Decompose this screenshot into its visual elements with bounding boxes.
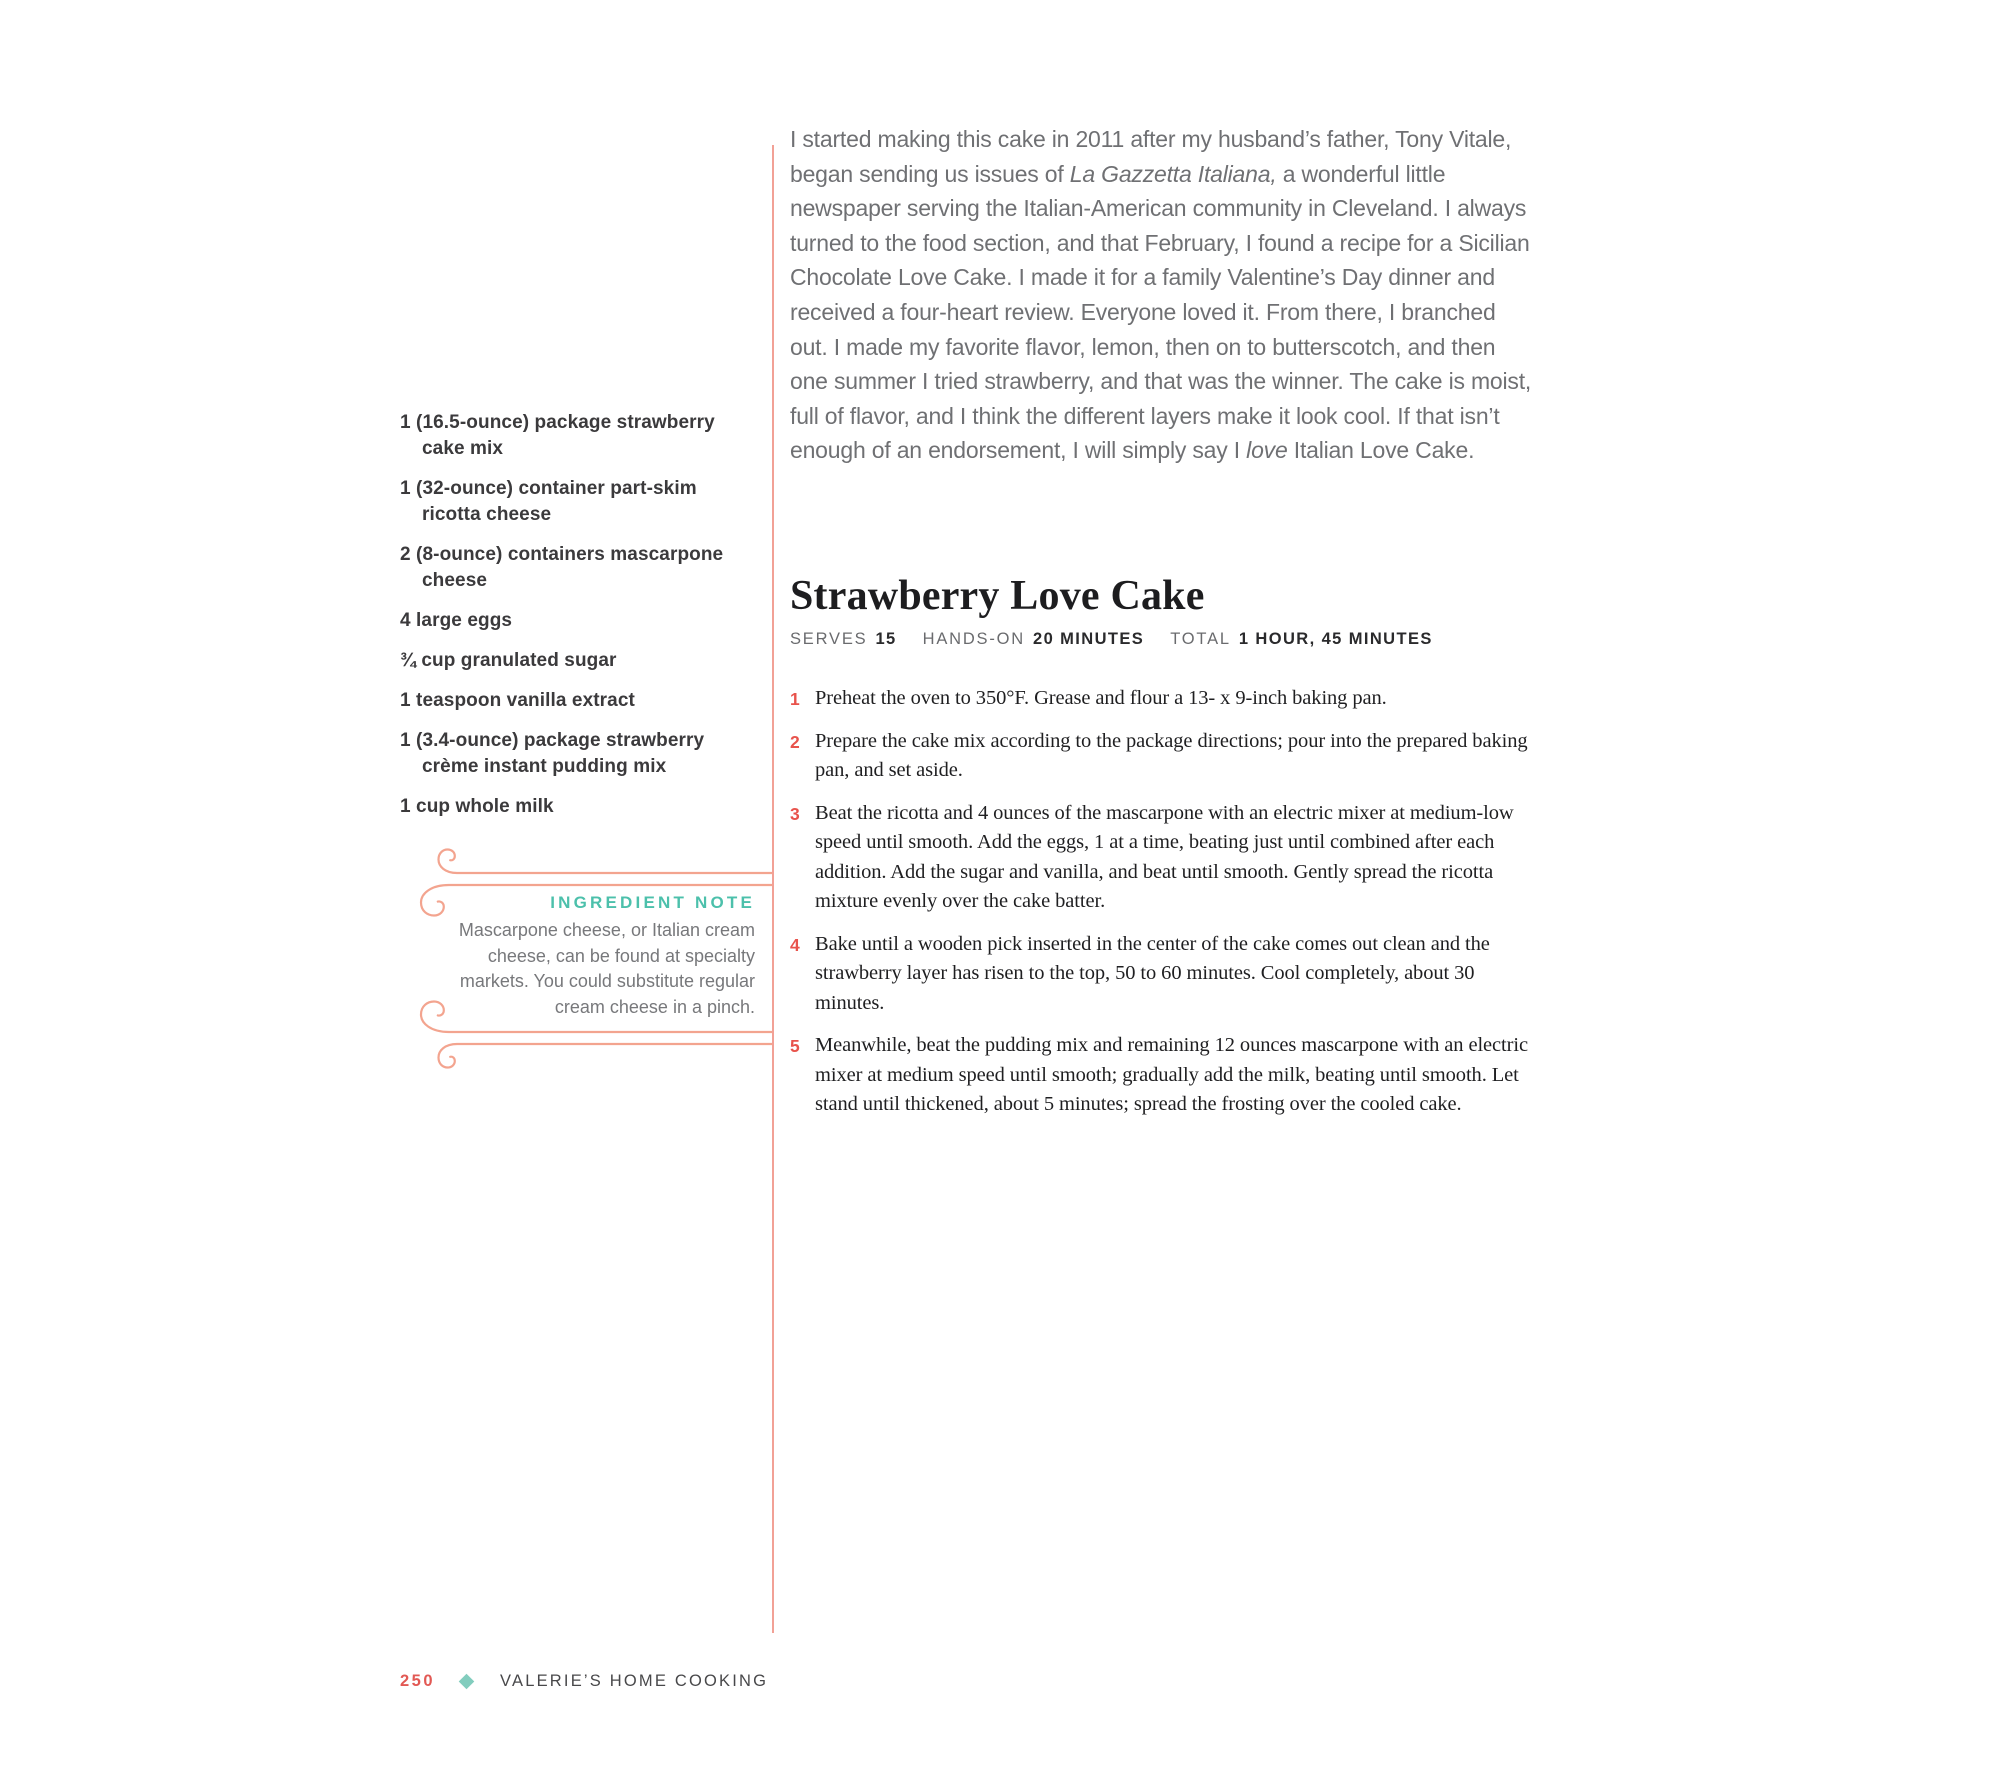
- ingredient-item: 4 large eggs: [400, 610, 513, 631]
- ingredient-item: 1 (16.5-ounce) package strawberry cake mix: [400, 412, 715, 459]
- meta-total-value: 1 HOUR, 45 MINUTES: [1238, 630, 1433, 648]
- ingredients-list: [400, 410, 756, 834]
- column-divider: [772, 145, 774, 1633]
- note-text: Mascarpone cheese, or Italian cream cheese, can be found at specialty markets. You could substitute regular cream cheese in a pinch.: [458, 920, 755, 1017]
- step-text: Meanwhile, beat the pudding mix and remaining 12 ounces mascarpone with an electric mixer at medium speed until smooth; gradually add the milk, beating until smooth. Let stand until thickened, about 5 minutes; spread the frosting over the cooled cake.: [815, 1034, 1528, 1115]
- flourish-scroll-icon: [400, 997, 773, 1071]
- recipe-steps: [790, 684, 1538, 1133]
- meta-hands-on-label: HANDS-ON: [922, 630, 1026, 648]
- step-number: 1: [790, 689, 800, 709]
- step-number: 5: [790, 1036, 800, 1056]
- recipe-meta: [790, 630, 1532, 649]
- page-number: 250: [400, 1672, 436, 1690]
- recipe-title: Strawberry Love Cake: [790, 573, 1205, 619]
- step-number: 2: [790, 731, 800, 752]
- intro-text: a wonderful little newspaper serving the Italian-American community in Cleveland. I always turned to the food section, and that February, I found a recipe for a Sicilian Chocolate Love Cake. I made it for a family Valentine’s Day dinner and received a four-heart review. Everyone loved it. From there, I branched out. I made my favorite flavor, lemon, then on to butterscotch, and then one summer I tried strawberry, and that was the winner. The cake is moist, full of flavor, and I think the different layers make it look cool. If that isn’t enough of an endorsement, I will simply say I: [790, 160, 1532, 464]
- step-text: Beat the ricotta and 4 ounces of the mascarpone with an electric mixer at medium-low speed until smooth. Add the eggs, 1 at a time, beating just until combined after each addition. Add the sugar and vanilla, and beat until smooth. Gently spread the ricotta mixture evenly over the cake batter.: [815, 801, 1514, 912]
- recipe-step: [790, 727, 1538, 786]
- intro-paragraph: [790, 122, 1532, 468]
- step-text: Prepare the cake mix according to the package directions; pour into the prepared baking pan, and set aside.: [815, 729, 1528, 781]
- book-title: VALERIE’S HOME COOKING: [500, 1672, 769, 1690]
- note-heading: INGREDIENT NOTE: [550, 893, 755, 912]
- step-text: Bake until a wooden pick inserted in the center of the cake comes out clean and the strawberry layer has risen to the top, 50 to 60 minutes. Cool completely, about 30 minutes.: [815, 932, 1490, 1014]
- recipe-step: [790, 799, 1538, 917]
- meta-serves-value: 15: [875, 630, 897, 648]
- recipe-step: [790, 930, 1538, 1019]
- step-text: Preheat the oven to 350°F. Grease and flour a 13- x 9-inch baking pan.: [815, 687, 1387, 709]
- ingredient-item: 1 cup whole milk: [400, 796, 554, 817]
- diamond-icon: [459, 1674, 475, 1690]
- step-number: 3: [790, 803, 800, 824]
- step-number: 4: [790, 934, 800, 955]
- ingredient-item: 1 teaspoon vanilla extract: [400, 690, 635, 711]
- ingredient-note-box: [400, 846, 773, 1074]
- meta-serves-label: SERVES: [790, 630, 868, 648]
- page-footer: [400, 1672, 768, 1691]
- intro-italic-publication: La Gazzetta Italiana,: [1069, 160, 1277, 187]
- meta-hands-on-value: 20 MINUTES: [1033, 630, 1145, 648]
- ingredient-item: 1 (3.4-ounce) package strawberry crème instant pudding mix: [400, 730, 705, 777]
- ingredient-item: 2 (8-ounce) containers mascarpone cheese: [400, 544, 724, 591]
- meta-serves: [790, 630, 897, 649]
- meta-total: [1170, 630, 1433, 649]
- meta-total-label: TOTAL: [1170, 630, 1231, 648]
- recipe-step: [790, 1031, 1538, 1120]
- meta-hands-on: [923, 630, 1145, 649]
- ingredient-item: ¾ cup granulated sugar: [400, 650, 617, 671]
- ingredient-item: 1 (32-ounce) container part-skim ricotta cheese: [400, 478, 697, 525]
- recipe-step: [790, 684, 1538, 714]
- intro-text: Italian Love Cake.: [1287, 437, 1475, 464]
- intro-italic-emphasis: love: [1246, 437, 1288, 464]
- intro-text: I started making this cake in 2011 after my husband’s father, Tony Vitale, began sending us issues of: [790, 126, 1512, 187]
